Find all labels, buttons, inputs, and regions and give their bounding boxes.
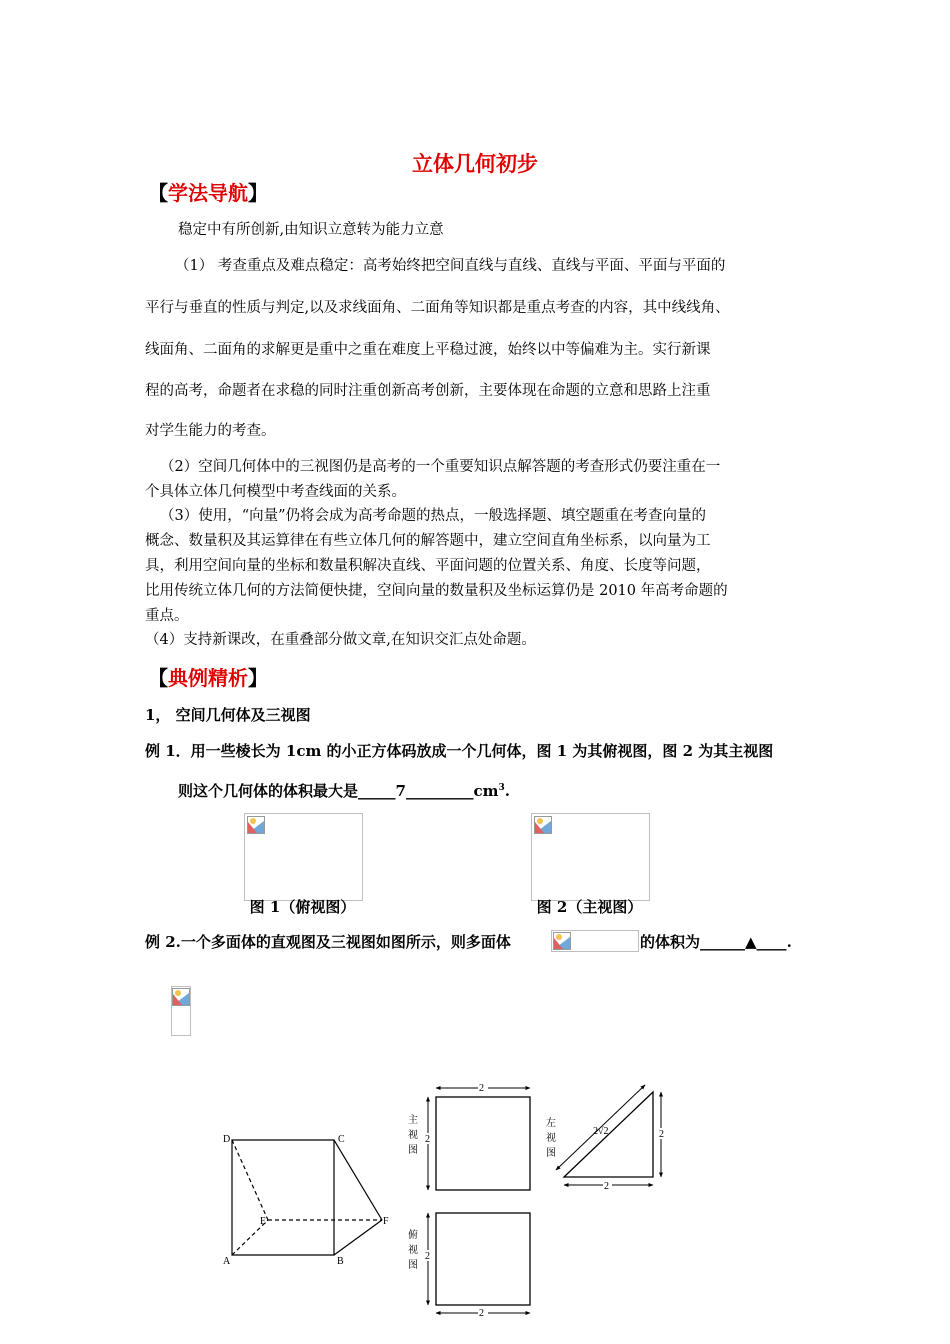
figure-1-caption: 图 1（俯视图） bbox=[249, 898, 356, 916]
p2-line-1: （2）空间几何体中的三视图仍是高考的一个重要知识点解答题的考查形式仍要注重在一 bbox=[160, 459, 721, 475]
example-2-blank: ______▲____ bbox=[700, 933, 787, 951]
p1-line-3: 线面角、二面角的求解更是重中之重在难度上平稳过渡，始终以中等偏难为主。实行新课 bbox=[145, 342, 711, 358]
subheading-3view: 1， 空间几何体及三视图 bbox=[145, 706, 311, 724]
vertex-e-label: E bbox=[260, 1216, 267, 1227]
example-2-suffix: 的体积为______▲____. bbox=[640, 933, 792, 951]
p1-line-1: （1） 考查重点及难点稳定：高考始终把空间直线与直线、直线与平面、平面与平面的 bbox=[175, 258, 726, 274]
top-height-dim: 2 bbox=[425, 1251, 430, 1262]
broken-image-icon bbox=[247, 816, 265, 834]
p3-line-3: 具，利用空间向量的坐标和数量积解决直线、平面问题的位置关系、角度、长度等问题， bbox=[145, 558, 711, 574]
broken-image-icon bbox=[553, 932, 571, 950]
intro-text: 稳定中有所创新,由知识立意转为能力立意 bbox=[178, 222, 444, 238]
section-heading-study-guide: 【学法导航】 bbox=[148, 181, 268, 205]
side-view-triangle bbox=[564, 1092, 653, 1177]
vertex-a-label: A bbox=[223, 1256, 231, 1267]
side-diagonal-dim: 2√2 bbox=[593, 1126, 609, 1137]
vertex-b-label: B bbox=[337, 1256, 344, 1267]
figure-1-image bbox=[244, 813, 363, 901]
front-view-square bbox=[436, 1097, 530, 1190]
vertex-d-label: D bbox=[223, 1134, 231, 1145]
side-view-label-1: 左 bbox=[546, 1118, 556, 1129]
top-view-label-2: 视 bbox=[408, 1245, 418, 1256]
side-view-label-3: 图 bbox=[546, 1148, 556, 1159]
top-view bbox=[428, 1213, 530, 1313]
side-height-dim: 2 bbox=[659, 1129, 664, 1140]
vertex-c-label: C bbox=[338, 1134, 345, 1145]
p2-line-2: 个具体立体几何模型中考查线面的关系。 bbox=[145, 484, 406, 500]
front-view bbox=[428, 1088, 530, 1190]
side-view-label-2: 视 bbox=[546, 1133, 556, 1144]
edge-cf bbox=[334, 1140, 382, 1220]
front-width-dim: 2 bbox=[479, 1083, 484, 1094]
top-width-dim: 2 bbox=[479, 1308, 484, 1319]
front-view-label-2: 视 bbox=[408, 1130, 418, 1141]
section-heading-examples: 【典例精析】 bbox=[148, 666, 268, 690]
front-view-label-1: 主 bbox=[408, 1115, 418, 1126]
inline-formula-image bbox=[551, 930, 639, 952]
p3-line-2: 概念、数量积及其运算律在有些立体几何的解答题中，建立空间直角坐标系，以向量为工 bbox=[145, 533, 711, 549]
prism-front-face bbox=[232, 1140, 334, 1255]
top-view-label-3: 图 bbox=[408, 1260, 418, 1271]
figure-2-caption: 图 2（主视图） bbox=[536, 898, 643, 916]
p1-line-2: 平行与垂直的性质与判定,以及求线面角、二面角等知识都是重点考查的内容，其中线线角、 bbox=[145, 300, 730, 316]
example-1-line-2: 则这个几何体的体积最大是$\_\_\_\_\_7\_\_\_\_\_\_\_\_\_cm^3$. bbox=[178, 782, 510, 800]
example-1-line-1: 例 1．用一些棱长为 1cm 的小正方体码放成一个几何体，图 1 为其俯视图，图 2 为其主视图 bbox=[145, 742, 774, 760]
broken-image-icon bbox=[172, 988, 190, 1006]
direct-view bbox=[232, 1140, 382, 1255]
page-title: 立体几何初步 bbox=[412, 151, 538, 176]
side-view bbox=[556, 1085, 661, 1185]
front-height-dim: 2 bbox=[425, 1134, 430, 1145]
top-view-square bbox=[436, 1213, 530, 1305]
p4-text: （4）支持新课改，在重叠部分做文章,在知识交汇点处命题。 bbox=[145, 632, 536, 648]
front-view-label-3: 图 bbox=[408, 1145, 418, 1156]
p1-line-5: 对学生能力的考查。 bbox=[145, 423, 276, 439]
side-width-dim: 2 bbox=[604, 1181, 609, 1192]
top-view-label-1: 俯 bbox=[408, 1230, 418, 1241]
example-2-prefix: 例 2.一个多面体的直观图及三视图如图所示，则多面体 bbox=[145, 933, 511, 951]
p3-line-4: 比用传统立体几何的方法简便快捷，空间向量的数量积及坐标运算仍是 2010 年高考命题的 bbox=[145, 583, 728, 599]
figure-2-image bbox=[531, 813, 650, 901]
p3-line-5: 重点。 bbox=[145, 608, 189, 624]
p3-line-1: （3）使用，“向量”仍将会成为高考命题的热点，一般选择题、填空题重在考查向量的 bbox=[160, 508, 707, 524]
small-image bbox=[171, 986, 191, 1036]
p1-line-4: 程的高考，命题者在求稳的同时注重创新高考创新，主要体现在命题的立意和思路上注重 bbox=[145, 383, 711, 399]
edge-de bbox=[232, 1140, 268, 1220]
polyhedron-diagram bbox=[200, 1070, 700, 1320]
example-1-answer: _____7_________ bbox=[358, 782, 474, 800]
broken-image-icon bbox=[534, 816, 552, 834]
vertex-f-label: F bbox=[383, 1216, 389, 1227]
edge-bf bbox=[334, 1220, 382, 1255]
